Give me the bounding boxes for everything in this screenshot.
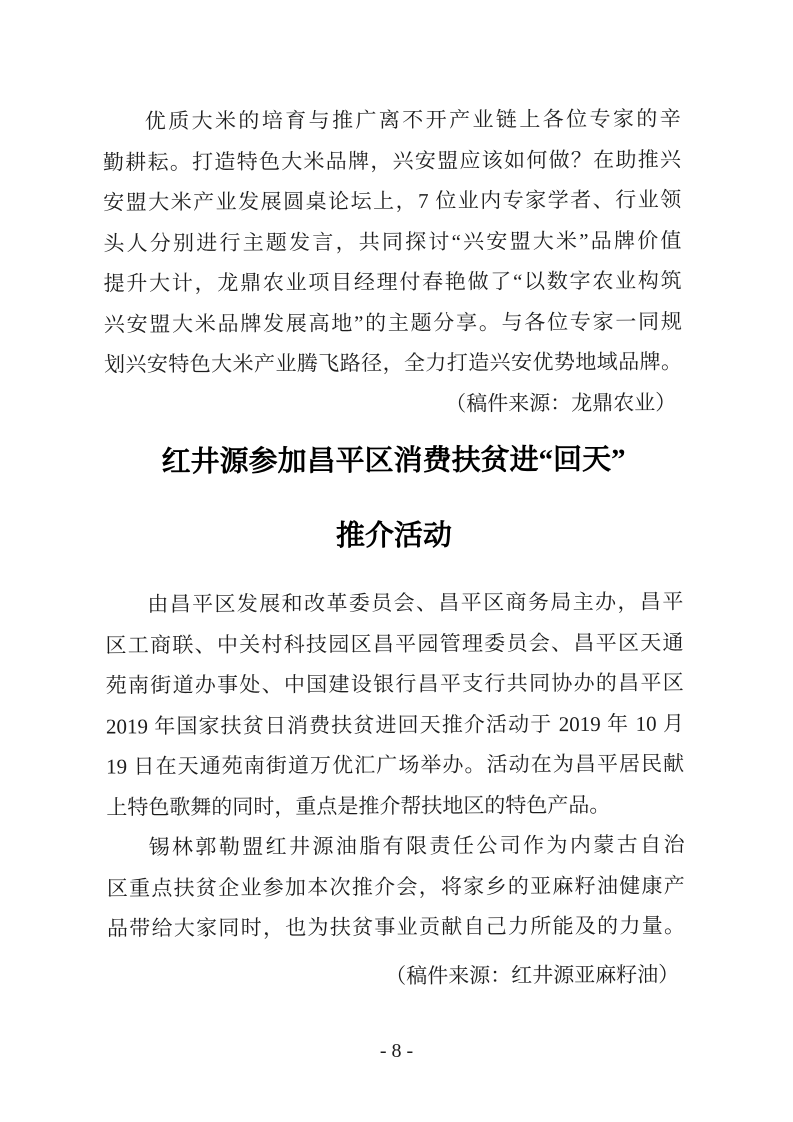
text-line: 上特色歌舞的同时，重点是推介帮扶地区的特色产品。	[106, 792, 611, 820]
text-line: 苑南街道办事处、中国建设银行昌平支行共同协办的昌平区	[105, 670, 684, 698]
text-line: 由昌平区发展和改革委员会、昌平区商务局主办，昌平	[147, 589, 684, 617]
text-line: 品带给大家同时，也为扶贫事业贡献自己力所能及的力量。	[106, 913, 686, 941]
article-2-paragraph-1	[105, 581, 684, 827]
text-line: 勤耕耘。打造特色大米品牌，兴安盟应该如何做？在助推兴	[102, 146, 682, 175]
text-line: 头人分别进行主题发言，共同探讨“兴安盟大米”品牌价值	[103, 227, 682, 256]
text-line: 提升大计，龙鼎农业项目经理付春艳做了“以数字农业构筑	[103, 268, 682, 296]
text-line: 安盟大米产业发展圆桌论坛上，7 位业内专家学者、行业领	[103, 187, 682, 215]
article-1-source-attribution: （稿件来源：龙鼎农业）	[445, 390, 677, 416]
page-number: - 8 -	[379, 1040, 414, 1062]
article-2-source-attribution: （稿件来源：红井源亚麻籽油）	[385, 962, 680, 988]
text-line: 兴安盟大米品牌发展高地”的主题分享。与各位专家一同规	[103, 308, 682, 337]
text-line: 2019 年国家扶贫日消费扶贫进回天推介活动于 2019 年 10 月	[105, 710, 684, 739]
article-2-paragraph-2	[106, 824, 685, 949]
text-line: 区重点扶贫企业参加本次推介会，将家乡的亚麻籽油健康产	[106, 872, 685, 901]
page-content	[103, 98, 686, 997]
text-line: 优质大米的培育与推广离不开产业链上各位专家的辛	[144, 106, 681, 134]
text-line: 划兴安特色大米产业腾飞路径，全力打造兴安优势地域品牌。	[103, 349, 683, 377]
article-2-title-line-1: 红井源参加昌平区消费扶贫进“回天”	[161, 443, 626, 479]
article-1-paragraph	[103, 98, 682, 385]
text-line: 19 日在天通苑南街道万优汇广场举办。活动在为昌平居民献	[106, 751, 685, 779]
article-2-title-line-2: 推介活动	[335, 519, 453, 553]
text-line: 锡林郭勒盟红井源油脂有限责任公司作为内蒙古自治	[148, 832, 685, 860]
text-line: 区工商联、中关村科技园区昌平园管理委员会、昌平区天通	[105, 629, 684, 658]
